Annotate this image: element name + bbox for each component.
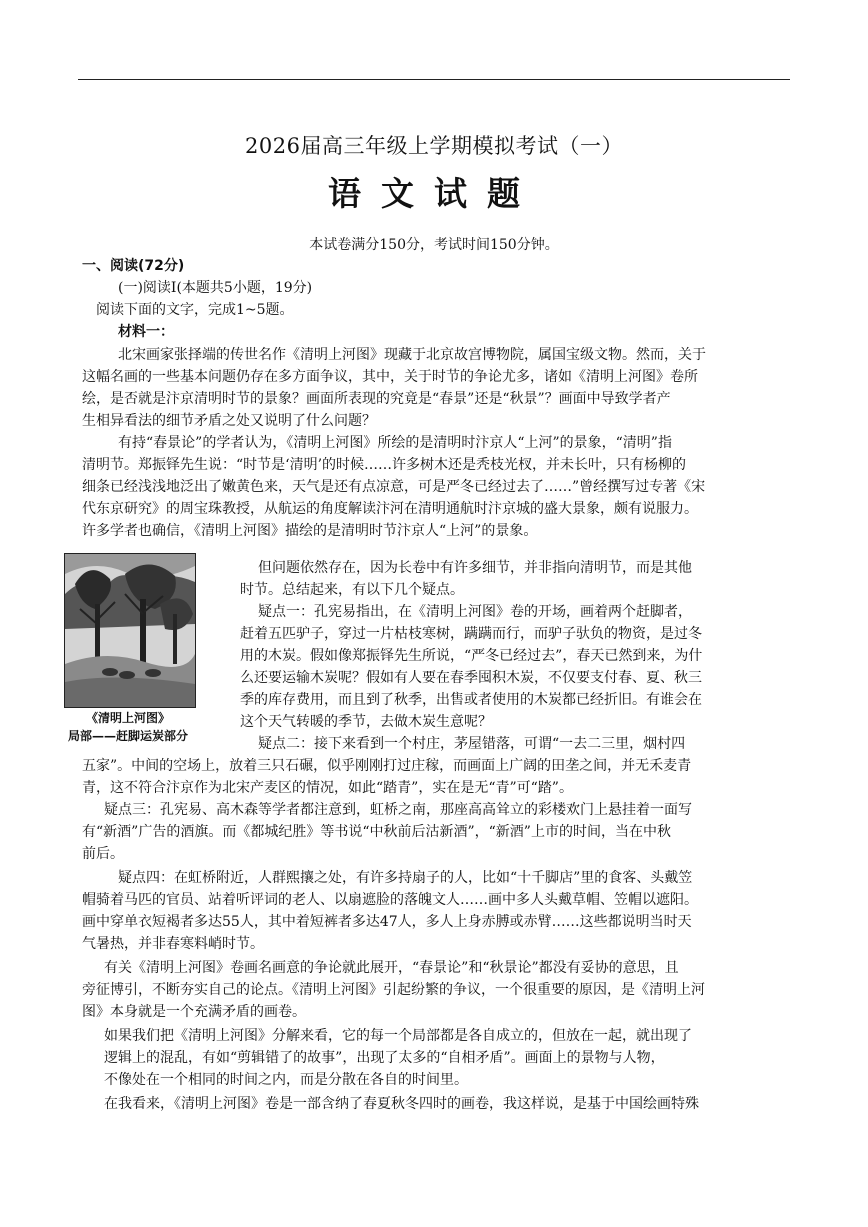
text-line: 这个天气转暖的季节，去做木炭生意呢？ <box>240 714 492 730</box>
instruction: 阅读下面的文字，完成1~5题。 <box>96 302 294 318</box>
text-line: 有关《清明上河图》卷画名画意的争论就此展开，“春景论”和“秋景论”都没有妥协的意思，且 <box>104 960 679 976</box>
painting-illustration <box>64 553 196 708</box>
material-label: 材料一： <box>118 324 174 340</box>
sub-heading: (一)阅读Ⅰ(本题共5小题，19分) <box>118 280 313 296</box>
text-line: 季的库存费用，而且到了秋季，出售或者使用的木炭都已经折旧。有谁会在 <box>240 692 702 708</box>
text-line: 有“新酒”广告的酒旗。而《都城纪胜》等书说“中秋前后沽新酒”，“新酒”上市的时间，当在中秋 <box>82 824 671 840</box>
text-line: 细条已经浅浅地泛出了嫩黄色来，天气是还有点凉意，可是严冬已经过去了……”曾经撰写过专著《宋 <box>82 479 706 495</box>
text-line: 有持“春景论”的学者认为，《清明上河图》所绘的是清明时汴京人“上河”的景象，“清明”指 <box>118 435 672 451</box>
text-line: 生相异看法的细节矛盾之处又说明了什么问题？ <box>82 413 376 429</box>
text-line: 逻辑上的混乱，有如“剪辑错了的故事”，出现了太多的“自相矛盾”。画面上的景物与人物， <box>104 1050 665 1066</box>
text-line: 赶着五匹驴子，穿过一片枯枝寒树，蹒蹒而行，而驴子驮负的物资，是过冬 <box>240 626 702 642</box>
text-line: 清明节。郑振铎先生说：“时节是‘清明’的时候……许多树木还是秃枝光杈，并未长叶，只有杨柳的 <box>82 457 687 473</box>
text-line: 时节。总结起来，有以下几个疑点。 <box>240 582 464 598</box>
text-line: 青，这不符合汴京作为北宋产麦区的情况，如此“踏青”，实在是无“青”可“踏”。 <box>82 780 573 796</box>
exam-note: 本试卷满分150分，考试时间150分钟。 <box>309 237 559 253</box>
top-rule <box>78 79 790 80</box>
text-line: 疑点三：孔宪易、高木森等学者都注意到，虹桥之南，那座高高耸立的彩楼欢门上悬挂着一面写 <box>104 802 692 818</box>
text-line: 旁征博引，不断夯实自己的论点。《清明上河图》引起纷繁的争议，一个很重要的原因，是《清明上河 <box>82 982 705 998</box>
text-line: 绘，是否就是汴京清明时节的景象？画面所表现的究竟是“春景”还是“秋景”？画面中导致学者产 <box>82 391 671 407</box>
text-line: 帽骑着马匹的官员、站着听评词的老人、以扇遮脸的落魄文人……画中多人头戴草帽、笠帽以遮阳。 <box>82 892 698 908</box>
text-line: 气暑热，并非春寒料峭时节。 <box>82 936 264 952</box>
text-line: 但问题依然存在，因为长卷中有许多细节，并非指向清明节，而是其他 <box>258 560 692 576</box>
text-line: 疑点四：在虹桥附近，人群熙攘之处，有许多持扇子的人，比如“十千脚店”里的食客、头戴笠 <box>118 870 693 886</box>
text-line: 北宋画家张择端的传世名作《清明上河图》现藏于北京故宫博物院，属国宝级文物。然而，关于 <box>118 347 706 363</box>
figure-caption-title: 《清明上河图》 <box>85 711 170 725</box>
section-heading: 一、阅读(72分) <box>82 258 185 274</box>
text-line: 疑点一：孔宪易指出，在《清明上河图》卷的开场，画着两个赶脚者， <box>258 604 692 620</box>
subject-title: 语文试题 <box>328 174 540 213</box>
painting-detail-image <box>65 554 195 707</box>
text-line: 五家”。中间的空场上，放着三只石碾，似乎刚刚打过庄稼，而画面上广阔的田垄之间，并无禾麦青 <box>82 758 692 774</box>
text-line: 么还要运输木炭呢？假如有人要在春季囤积木炭，不仅要支付春、夏、秋三 <box>240 670 702 686</box>
text-line: 许多学者也确信，《清明上河图》描绘的是清明时节汴京人“上河”的景象。 <box>82 523 538 539</box>
exam-title: 2026届高三年级上学期模拟考试（一） <box>245 134 623 158</box>
text-line: 不像处在一个相同的时间之内，而是分散在各自的时间里。 <box>104 1072 468 1088</box>
text-line: 用的木炭。假如像郑振铎先生所说，“严冬已经过去”，春天已然到来，为什 <box>240 648 703 664</box>
text-line: 疑点二：接下来看到一个村庄，茅屋错落，可谓“一去二三里，烟村四 <box>258 736 686 752</box>
text-line: 如果我们把《清明上河图》分解来看，它的每一个局部都是各自成立的，但放在一起，就出现了 <box>104 1028 692 1044</box>
text-line: 图》本身就是一个充满矛盾的画卷。 <box>82 1004 306 1020</box>
text-line: 画中穿单衣短褐者多达55人，其中着短裤者多达47人，多人上身赤膊或赤臂……这些都说明当时天 <box>82 914 692 930</box>
text-line: 代东京研究》的周宝珠教授，从航运的角度解读汴河在清明通航时汴京城的盛大景象，颇有说服力。 <box>82 501 698 517</box>
figure-caption-subtitle: 局部——赶脚运炭部分 <box>67 729 188 743</box>
text-line: 这幅名画的一些基本问题仍存在多方面争议，其中，关于时节的争论尤多，诸如《清明上河图》卷所 <box>82 369 698 385</box>
text-line: 在我看来，《清明上河图》卷是一部含纳了春夏秋冬四时的画卷，我这样说，是基于中国绘画特殊 <box>104 1096 699 1112</box>
text-line: 前后。 <box>82 846 124 862</box>
